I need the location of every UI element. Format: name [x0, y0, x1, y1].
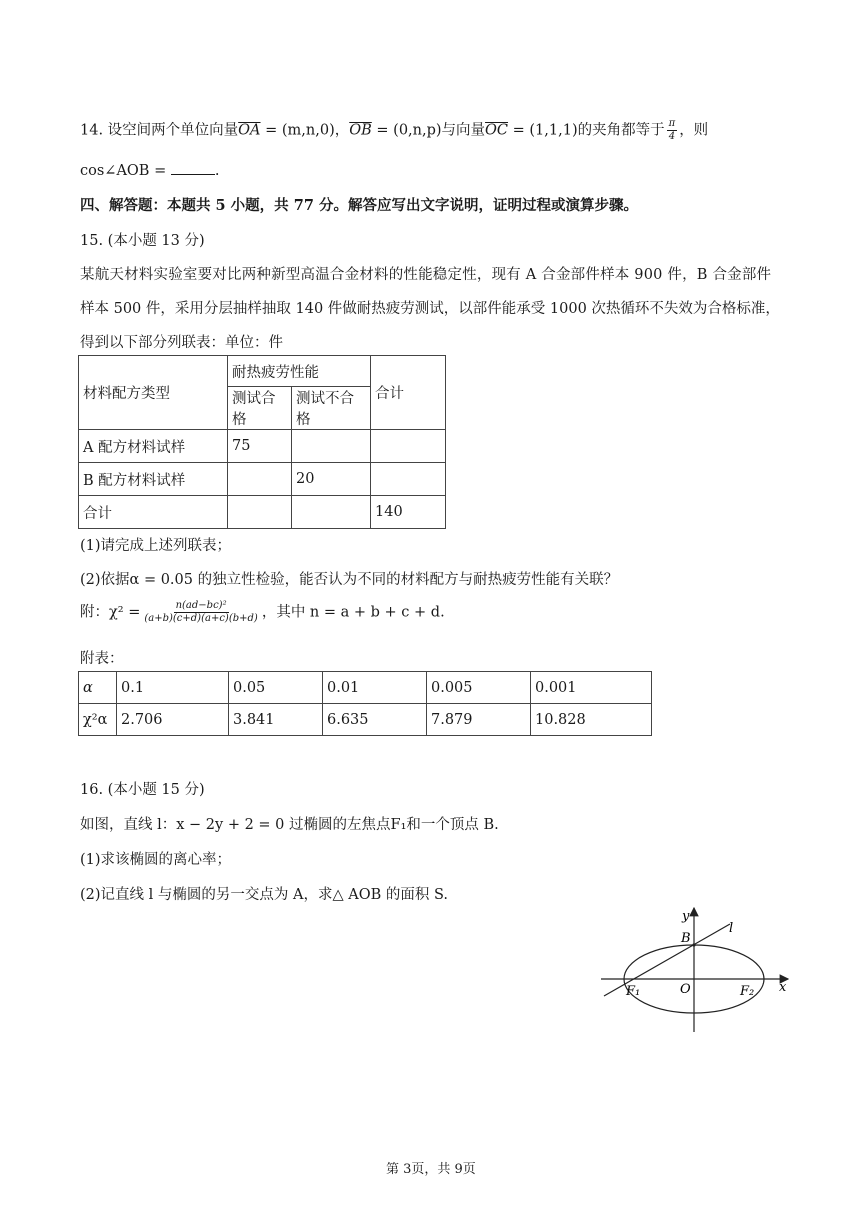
q14-line1 [80, 118, 708, 143]
q15-attach-formula [80, 600, 445, 625]
page-footer: 第 3页，共 9页 [386, 1162, 476, 1177]
label-y: y [682, 909, 690, 924]
formula-denominator: (a+b)(c+d)(a+c)(b+d) [144, 613, 258, 624]
attach-prefix: 附：χ² = [80, 604, 141, 621]
row-label-a: A 配方材料试样 [79, 430, 228, 463]
q14-line2 [80, 160, 219, 179]
vector-oc: $\overline{OC}$ [485, 122, 509, 139]
header-fail: 测试不合格 [292, 387, 371, 430]
section-heading: 四、解答题：本题共 5 小题，共 77 分。解答应写出文字说明，证明过程或演算步骤。 [80, 197, 638, 214]
q14-eq-ob: = (0,n,p)与向量 [376, 122, 486, 139]
q15-paragraph-line1: 某航天材料实验室要对比两种新型高温合金材料的性能稳定性，现有 A 合金部件样本 900 件，B 合金部件 [80, 267, 772, 283]
attach-table-label: 附表： [80, 651, 124, 667]
q16-sub1: (1)求该椭圆的离心率； [80, 852, 232, 868]
cell-b-total [371, 463, 446, 496]
formula-numerator: n(ad−bc)² [175, 600, 227, 611]
q14-cos-expression: cos∠AOB = [80, 163, 167, 179]
label-f2: F₂ [740, 984, 755, 999]
fraction-denominator: 4 [668, 131, 676, 142]
chi-label: χ²α [79, 704, 117, 736]
q14-eq-oa: = (m,n,0)， [265, 122, 350, 139]
cell-a-pass: 75 [228, 430, 292, 463]
cell-total-pass [228, 496, 292, 529]
label-l: l [729, 921, 734, 936]
label-f1: F₁ [626, 984, 641, 999]
attach-suffix: ，其中 n = a + b + c + d. [261, 604, 445, 621]
chi-value: 6.635 [323, 704, 427, 736]
header-total: 合计 [371, 356, 446, 430]
header-material-type: 材料配方类型 [79, 356, 228, 430]
q14-number: 14. [80, 122, 104, 139]
q14-eq-oc: = (1,1,1)的夹角都等于 [512, 122, 665, 139]
cell-grand-total: 140 [371, 496, 446, 529]
cell-b-fail: 20 [292, 463, 371, 496]
label-x: x [779, 980, 787, 995]
chi-value: 10.828 [531, 704, 652, 736]
alpha-value: 0.05 [229, 672, 323, 704]
q15-sub1: (1)请完成上述列联表； [80, 538, 232, 554]
q16-line1: 如图，直线 l：x − 2y + 2 = 0 过椭圆的左焦点F₁和一个顶点 B. [80, 817, 499, 833]
chi-square-fraction [142, 600, 259, 625]
chi-value: 2.706 [117, 704, 229, 736]
q15-paragraph-line2: 样本 500 件，采用分层抽样抽取 140 件做耐热疲劳测试，以部件能承受 1000 次热循环不失效为合格标准， [80, 301, 780, 317]
answer-blank [171, 160, 215, 175]
q14-text-a: 设空间两个单位向量 [107, 122, 239, 139]
q15-sub2: (2)依据α = 0.05 的独立性检验，能否认为不同的材料配方与耐热疲劳性能有关联？ [80, 572, 619, 588]
q14-angle-fraction [667, 118, 678, 143]
header-performance: 耐热疲劳性能 [228, 356, 371, 387]
q14-end: . [214, 163, 220, 179]
alpha-label: α [79, 672, 117, 704]
label-b: B [681, 931, 691, 946]
q15-paragraph-line3: 得到以下部分列联表：单位：件 [80, 335, 283, 351]
row-label-b: B 配方材料试样 [79, 463, 228, 496]
cell-a-fail [292, 430, 371, 463]
chi-value: 7.879 [427, 704, 531, 736]
q16-sub2: (2)记直线 l 与椭圆的另一交点为 A，求△ AOB 的面积 S. [80, 887, 448, 903]
header-pass: 测试合格 [228, 387, 292, 430]
alpha-value: 0.005 [427, 672, 531, 704]
q14-tail: ，则 [679, 122, 709, 139]
cell-b-pass [228, 463, 292, 496]
q16-header: 16. (本小题 15 分) [80, 782, 205, 798]
point-b [692, 943, 695, 946]
critical-value-table [78, 671, 652, 736]
fraction-numerator: π [668, 118, 676, 129]
cell-a-total [371, 430, 446, 463]
chi-value: 3.841 [229, 704, 323, 736]
vector-ob: $\overline{OB}$ [349, 122, 372, 139]
label-o: O [680, 982, 691, 997]
alpha-value: 0.001 [531, 672, 652, 704]
contingency-table [78, 355, 446, 529]
line-l [604, 924, 730, 996]
row-label-total: 合计 [79, 496, 228, 529]
cell-total-fail [292, 496, 371, 529]
alpha-value: 0.1 [117, 672, 229, 704]
alpha-value: 0.01 [323, 672, 427, 704]
q15-header: 15. (本小题 13 分) [80, 233, 205, 249]
vector-oa: $\overline{OA}$ [238, 122, 261, 139]
ellipse-figure [596, 902, 796, 1037]
